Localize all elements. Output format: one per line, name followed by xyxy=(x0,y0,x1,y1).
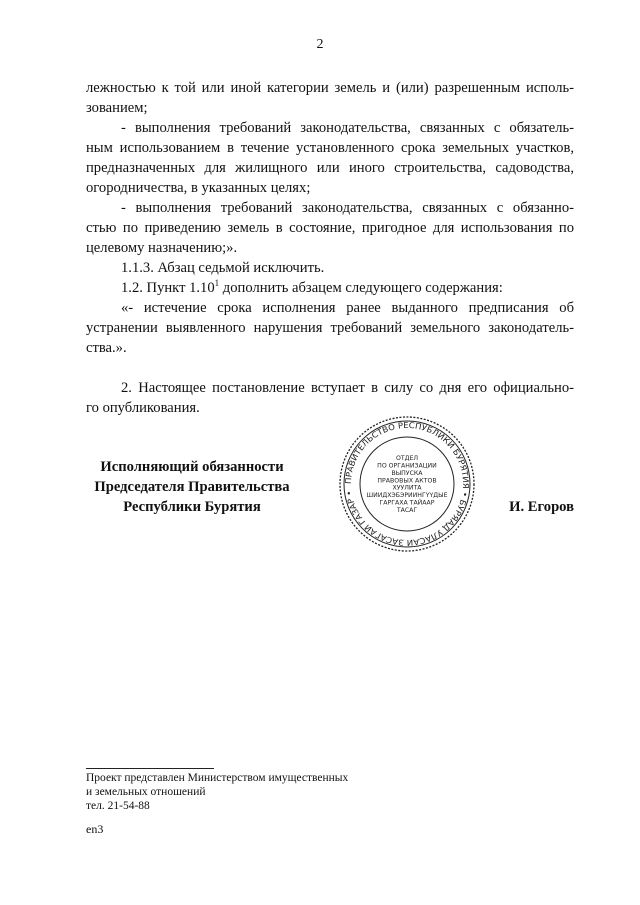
body-line: «- истечение срока исполнения ранее выданного предписания об xyxy=(121,300,574,316)
signatory-title-line: Исполняющий обязанности xyxy=(100,459,284,475)
seal-ring-text: ПРАВИТЕЛЬСТВО РЕСПУБЛИКИ БУРЯТИЯ • БУРЯАД УЛАСАЙ ЗАСАГАЙ ГАЗАР • xyxy=(343,420,471,548)
signatory-title-line: Председателя Правительства xyxy=(94,479,290,495)
body-text: дополнить абзацем следующего содержания: xyxy=(219,280,503,296)
body-line: ства.». xyxy=(86,340,127,356)
page-number: 2 xyxy=(316,37,324,52)
body-line: 1.1.3. Абзац седьмой исключить. xyxy=(121,260,325,276)
body-line: устранении выявленного нарушения требований земельного законодатель- xyxy=(86,320,574,336)
seal-center-text: ВЫПУСКА xyxy=(391,469,423,477)
body-line: стью по приведению земель в состояние, пригодное для использования по xyxy=(86,220,574,236)
body-line: лежностью к той или иной категории земель и (или) разрешенным исполь- xyxy=(86,80,574,96)
footnote xyxy=(86,771,348,813)
body-line: - выполнения требований законодательства, связанных с обязатель- xyxy=(121,120,574,136)
seal-center-text: ОТДЕЛ xyxy=(395,455,419,463)
body-line: предназначенных для жилищного или иного строительства, садоводства, xyxy=(86,160,574,176)
seal-center-text: ПО ОРГАНИЗАЦИИ xyxy=(377,462,437,470)
body-line: огородничества, в указанных целях; xyxy=(86,180,311,196)
footnote-line: и земельных отношений xyxy=(86,786,206,798)
document-code: en3 xyxy=(86,822,104,836)
seal-center-text: ХУУЛИТА xyxy=(392,484,422,492)
seal-center-text: ТАСАГ xyxy=(396,506,418,514)
body-line: 2. Настоящее постановление вступает в силу со дня его официально- xyxy=(121,380,574,396)
body-line: - выполнения требований законодательства, связанных с обязанно- xyxy=(121,200,574,216)
seal-center-text: ПРАВОВЫХ АКТОВ xyxy=(377,477,437,485)
footnote-line: Проект представлен Министерством имущественных xyxy=(86,772,349,784)
body-line: целевому назначению;». xyxy=(86,240,238,256)
body-line: ным использованием в течение установленного срока земельных участков, xyxy=(86,140,574,156)
superscript-one: 1 xyxy=(214,278,220,288)
footnote-separator xyxy=(86,768,214,769)
seal-center-text: ГАРГАХА ТАЙААР xyxy=(379,499,435,507)
body-line: зованием; xyxy=(86,100,148,116)
signatory-title-line: Республики Бурятия xyxy=(123,499,261,515)
body-line xyxy=(86,278,574,298)
footnote-line: тел. 21-54-88 xyxy=(86,800,150,812)
seal-center-text: ШИИДХЭБЭРИИНГҮҮДЫЕ xyxy=(366,492,448,500)
body-text: 1.2. Пункт 1.10 xyxy=(121,280,215,296)
signatory-name: И. Егоров xyxy=(509,499,574,515)
signatory-title xyxy=(86,457,298,517)
official-seal xyxy=(337,414,477,554)
body-line: го опубликования. xyxy=(86,400,200,416)
